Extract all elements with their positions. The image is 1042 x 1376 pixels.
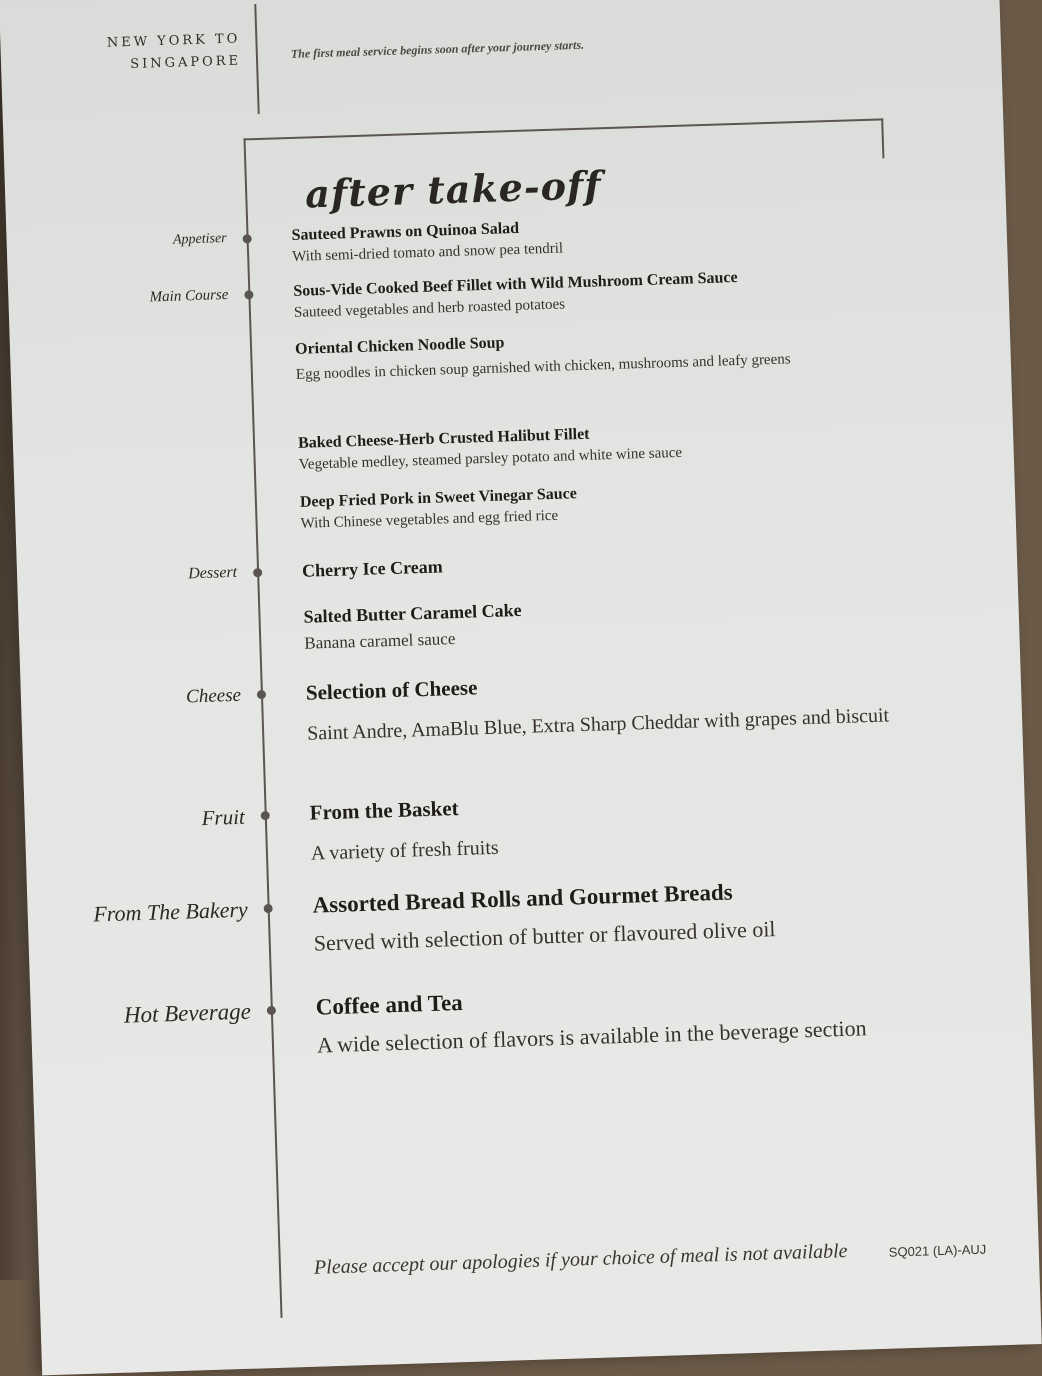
dish-name: Baked Cheese-Herb Crusted Halibut Fillet <box>297 425 590 452</box>
timeline-dot <box>253 568 262 577</box>
dish-name: Cherry Ice Cream <box>301 556 443 581</box>
dish-item <box>295 323 856 387</box>
dish-name: Oriental Chicken Noodle Soup <box>294 334 505 358</box>
category-cheese: Cheese <box>185 684 242 708</box>
dish-item <box>315 975 937 1058</box>
route-line-2: SINGAPORE <box>129 53 242 72</box>
dish-name: Salted Butter Caramel Cake <box>303 599 522 627</box>
route-label <box>90 28 241 77</box>
dish-item <box>303 587 924 653</box>
dish-name: Deep Fried Pork in Sweet Vinegar Sauce <box>299 485 578 511</box>
menu-frame-right <box>881 118 884 158</box>
dish-description: A variety of fresh fruits <box>310 836 499 865</box>
section-title: after take-off <box>304 162 603 217</box>
dish-name: Coffee and Tea <box>315 989 464 1020</box>
dish-description: Egg noodles in chicken soup garnished with chicken, mushrooms and leafy greens <box>295 351 791 383</box>
category-dessert: Dessert <box>187 563 238 583</box>
category-fruit: Fruit <box>201 804 246 831</box>
dish-item <box>302 541 922 581</box>
category-bakery: From The Bakery <box>93 896 249 927</box>
footer-note: Please accept our apologies if your choice of meal is not available <box>313 1240 848 1279</box>
route-line-1: NEW YORK TO <box>106 31 241 51</box>
dish-description: With semi-dried tomato and snow pea tendril <box>291 240 564 265</box>
category-hot-beverage: Hot Beverage <box>123 998 252 1028</box>
dish-description: Banana caramel sauce <box>304 629 456 653</box>
dish-name: From the Basket <box>309 796 459 825</box>
category-appetiser: Appetiser <box>172 231 227 248</box>
menu-code: SQ021 (LA)-AUJ <box>888 1241 987 1260</box>
timeline-dot <box>257 690 266 699</box>
course-timeline <box>243 138 282 1317</box>
dish-description: Saint Andre, AmaBlu Blue, Extra Sharp Cheddar with grapes and biscuit <box>306 704 890 745</box>
dish-item <box>309 781 931 871</box>
dish-item <box>312 873 934 956</box>
timeline-dot <box>244 290 253 299</box>
intro-text: The first meal service begins soon after your journey starts. <box>290 37 585 61</box>
dish-description: Sauteed vegetables and herb roasted potatoes <box>293 296 566 321</box>
timeline-dot <box>242 234 251 243</box>
timeline-dot <box>261 811 270 820</box>
timeline-dot <box>267 1006 276 1015</box>
timeline-dot <box>264 904 273 913</box>
dish-name: Selection of Cheese <box>305 675 478 705</box>
dish-description: A wide selection of flavors is available in the beverage section <box>316 1015 867 1058</box>
header-divider <box>254 4 259 114</box>
menu-frame-top <box>243 118 883 140</box>
dish-description: With Chinese vegetables and egg fried rice <box>300 507 559 532</box>
dish-item <box>298 415 919 473</box>
dish-description: Served with selection of butter or flavoured olive oil <box>313 916 776 956</box>
dish-name: Sauteed Prawns on Quinoa Salad <box>291 219 520 244</box>
dish-item <box>306 662 918 752</box>
category-main-course: Main Course <box>149 286 229 306</box>
dish-description: Vegetable medley, steamed parsley potato and white wine sauce <box>298 444 683 473</box>
dish-item <box>293 263 914 321</box>
dish-name: Sous-Vide Cooked Beef Fillet with Wild Mushroom Cream Sauce <box>293 268 738 300</box>
dish-item <box>300 474 921 532</box>
dish-name: Assorted Bread Rolls and Gourmet Breads <box>312 879 733 918</box>
dish-item <box>291 207 912 265</box>
